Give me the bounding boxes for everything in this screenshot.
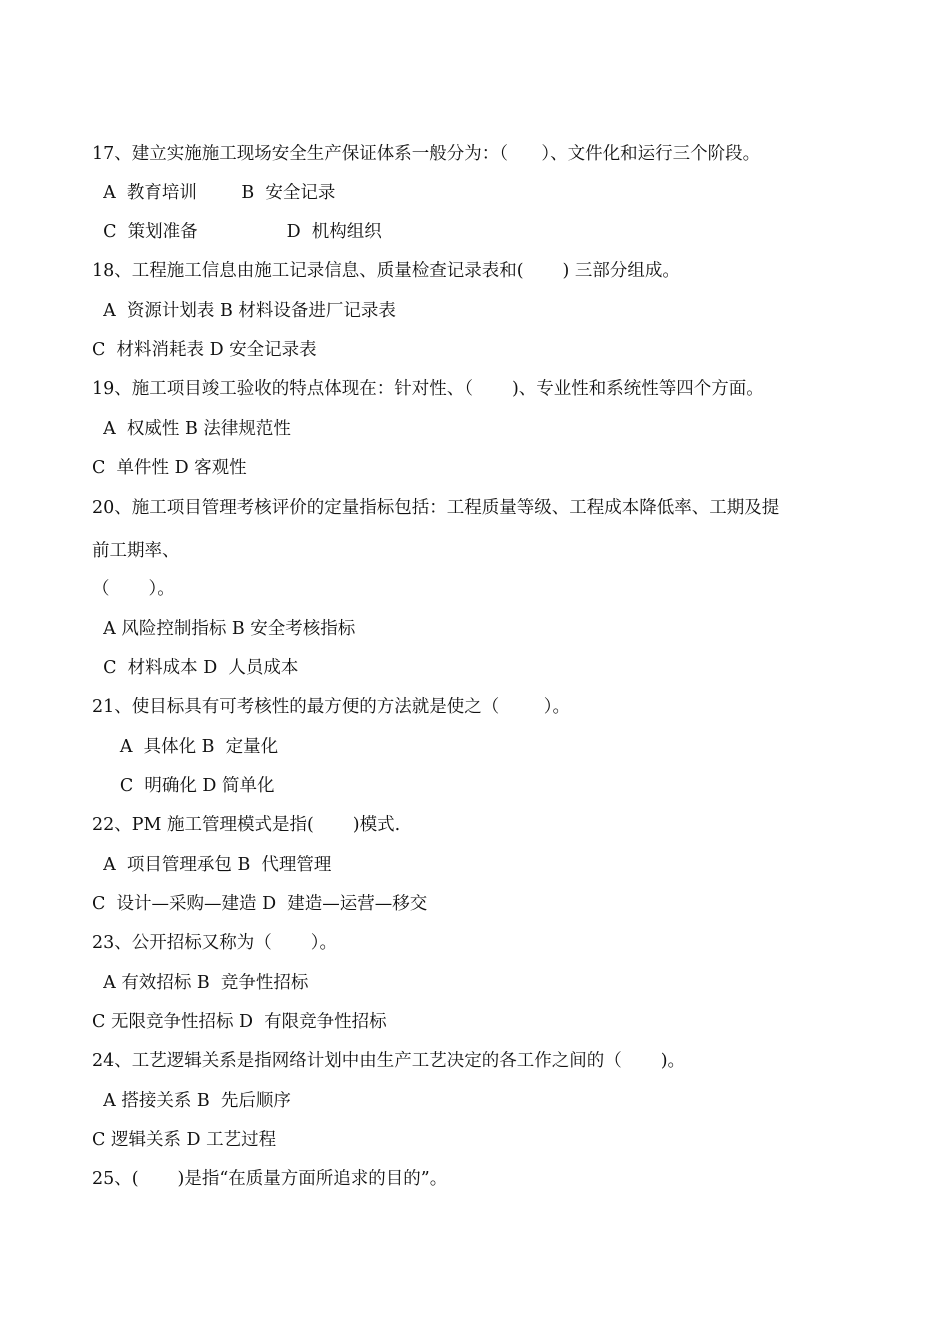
question-23: 23、公开招标又称为（ ）。 xyxy=(92,933,337,953)
question-17-options-ab: A 教育培训 B 安全记录 xyxy=(92,183,336,203)
question-25: 25、( )是指“在质量方面所追求的目的”。 xyxy=(92,1169,448,1189)
question-24-options-ab: A 搭接关系 B 先后顺序 xyxy=(92,1091,291,1111)
question-20-continued: 前工期率、 xyxy=(92,541,180,561)
question-19-options-ab: A 权威性 B 法律规范性 xyxy=(92,419,291,439)
question-23-options-cd: C 无限竞争性招标 D 有限竞争性招标 xyxy=(92,1012,387,1032)
question-21-options-cd: C 明确化 D 简单化 xyxy=(92,776,275,796)
question-19: 19、施工项目竣工验收的特点体现在：针对性、（ )、专业性和系统性等四个方面。 xyxy=(92,379,764,399)
question-24-options-cd: C 逻辑关系 D 工艺过程 xyxy=(92,1130,277,1150)
question-21: 21、使目标具有可考核性的最方便的方法就是使之（ ）。 xyxy=(92,697,571,717)
question-22-options-ab: A 项目管理承包 B 代理管理 xyxy=(92,855,332,875)
question-20-options-ab: A 风险控制指标 B 安全考核指标 xyxy=(92,619,356,639)
question-24: 24、工艺逻辑关系是指网络计划中由生产工艺决定的各工作之间的（ )。 xyxy=(92,1051,686,1071)
question-21-options-ab: A 具体化 B 定量化 xyxy=(92,737,279,757)
question-23-options-ab: A 有效招标 B 竞争性招标 xyxy=(92,973,309,993)
question-17-options-cd: C 策划准备 D 机构组织 xyxy=(92,222,382,242)
question-20-options-cd: C 材料成本 D 人员成本 xyxy=(92,658,299,678)
question-18-options-cd: C 材料消耗表 D 安全记录表 xyxy=(92,340,317,360)
question-18: 18、工程施工信息由施工记录信息、质量检查记录表和( ) 三部分组成。 xyxy=(92,261,680,281)
question-17: 17、建立实施施工现场安全生产保证体系一般分为：（ ）、文件化和运行三个阶段。 xyxy=(92,144,761,164)
question-22-options-cd: C 设计—采购—建造 D 建造—运营—移交 xyxy=(92,894,428,914)
question-20-blank: （ ）。 xyxy=(92,579,175,599)
question-19-options-cd: C 单件性 D 客观性 xyxy=(92,458,247,478)
question-18-options-ab: A 资源计划表 B 材料设备进厂记录表 xyxy=(92,301,396,321)
question-20: 20、施工项目管理考核评价的定量指标包括：工程质量等级、工程成本降低率、工期及提 xyxy=(92,498,780,518)
question-22: 22、PM 施工管理模式是指( )模式. xyxy=(92,815,401,835)
